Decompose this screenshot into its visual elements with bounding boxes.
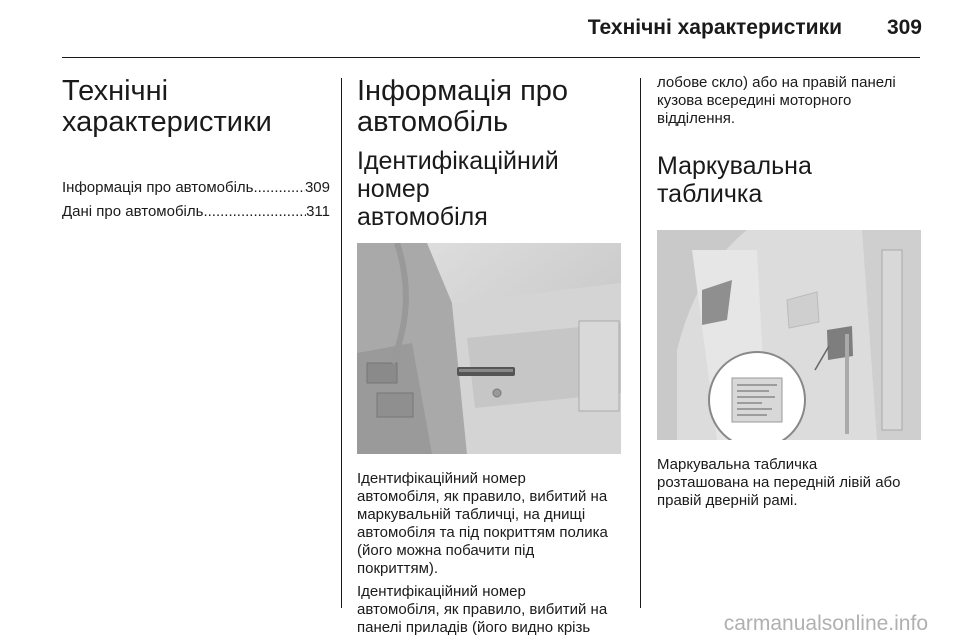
table-of-contents: [62, 176, 330, 224]
toc-label: Інформація про автомобіль: [62, 179, 254, 196]
toc-entry[interactable]: [62, 176, 330, 200]
section-title: Інформація про автомобіль: [357, 75, 569, 138]
label-plate-paragraph: Маркувальна табличка розташована на передній лівій або правій дверній рамі.: [657, 456, 901, 509]
label-plate-heading: Маркувальна табличка: [657, 152, 812, 208]
header-title: Технічні характеристики: [587, 16, 842, 39]
vin-paragraph-continued: лобове скло) або на правій панелі кузова всередині моторного відділення.: [657, 74, 896, 127]
vehicle-info-column: [357, 76, 623, 637]
label-plate-illustration-svg: [657, 230, 921, 440]
vin-illustration-svg: [357, 243, 621, 454]
chapter-column: [62, 76, 330, 224]
vin-heading: Ідентифікаційний номер автомобіля: [357, 147, 559, 231]
chapter-title: Технічні характеристики: [62, 75, 272, 138]
vin-paragraph-2: Ідентифікаційний номер автомобіля, як правило, вибитий на панелі приладів (його видно крізь: [357, 583, 608, 636]
column-divider: [341, 78, 342, 608]
vin-paragraph-1: Ідентифікаційний номер автомобіля, як правило, вибитий на маркувальній табличці, на днищі автомобіля та під покриттям полика (його можна побачити під покриттям).: [357, 470, 608, 577]
toc-leader: [203, 200, 306, 224]
toc-page: 309: [304, 179, 330, 196]
toc-leader: [254, 176, 305, 200]
label-plate-illustration: [657, 230, 921, 440]
toc-label: Дані про автомобіль: [62, 203, 204, 220]
page-number: 309: [886, 16, 922, 39]
label-plate-column: [657, 74, 921, 510]
header-divider: [62, 57, 920, 58]
toc-page: 311: [306, 203, 330, 220]
toc-entry[interactable]: [62, 200, 330, 224]
watermark: carmanualsonline.info: [723, 612, 928, 635]
column-divider: [640, 78, 641, 608]
vin-location-illustration: [357, 243, 621, 454]
